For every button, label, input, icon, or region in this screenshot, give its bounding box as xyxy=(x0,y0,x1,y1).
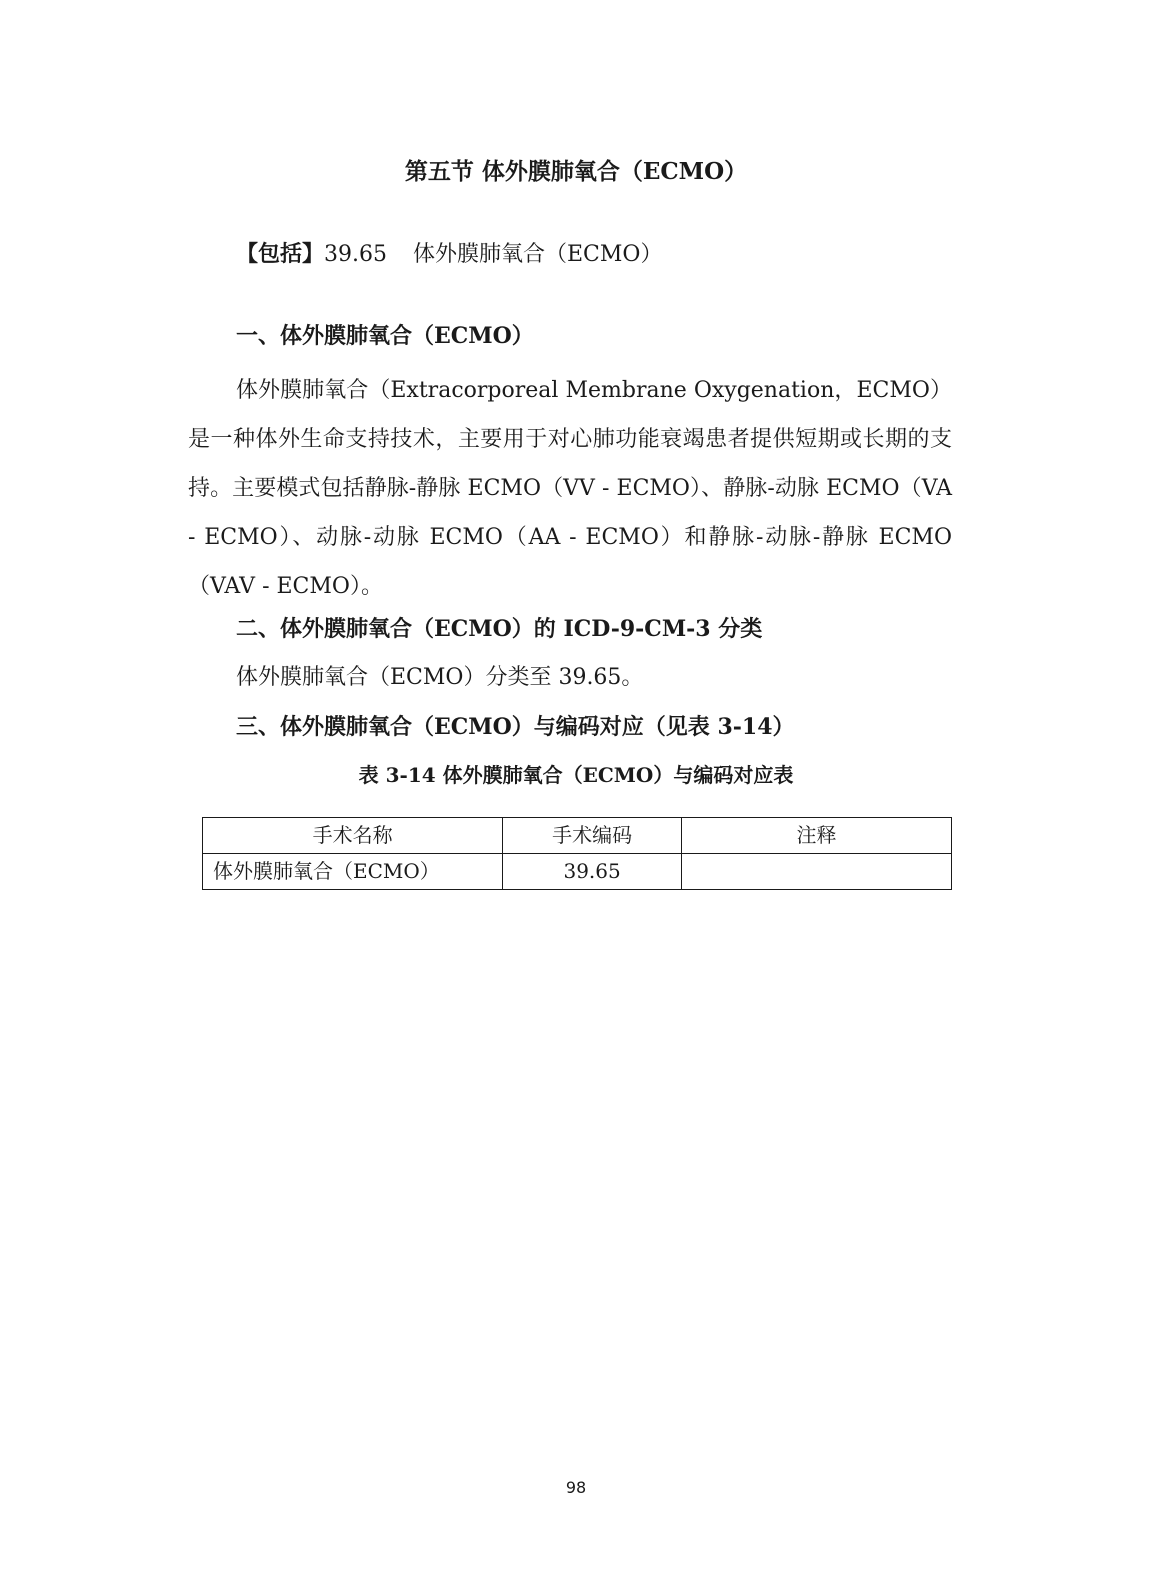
classification-text: 体外膜肺氧合（ECMO）分类至 39.65。 xyxy=(236,665,644,690)
heading-code-mapping: 三、体外膜肺氧合（ECMO）与编码对应（见表 3-14） xyxy=(236,714,795,740)
definition-paragraph: 体外膜肺氧合（Extracorporeal Membrane Oxygenation，ECMO）是一种体外生命支持技术，主要用于对心肺功能衰竭患者提供短期或长期的支持。主要模式包括静脉-静脉 ECMO（VV - ECMO）、静脉-动脉 ECMO（VA - ECMO）、动脉-动脉 ECMO（AA - ECMO）和静脉-动脉-静脉 ECMO（VAV - ECMO）。 xyxy=(188,378,952,599)
heading-classification: 二、体外膜肺氧合（ECMO）的 ICD-9-CM-3 分类 xyxy=(236,616,763,642)
include-label: 【包括】 xyxy=(236,241,325,267)
table-header-row xyxy=(203,818,952,854)
cell-procedure-code: 39.65 xyxy=(503,854,682,890)
header-procedure-code: 手术编码 xyxy=(503,818,682,854)
header-procedure-name: 手术名称 xyxy=(203,818,503,854)
cell-note xyxy=(681,854,951,890)
code-mapping-table xyxy=(202,817,952,890)
include-line xyxy=(236,236,662,273)
cell-procedure-name: 体外膜肺氧合（ECMO） xyxy=(203,854,503,890)
table-caption: 表 3-14 体外膜肺氧合（ECMO）与编码对应表 xyxy=(358,763,794,787)
section-title: 第五节 体外膜肺氧合（ECMO） xyxy=(404,158,748,185)
include-code: 39.65 xyxy=(324,242,387,267)
include-name: 体外膜肺氧合（ECMO） xyxy=(413,242,663,267)
table-row xyxy=(203,854,952,890)
heading-definition: 一、体外膜肺氧合（ECMO） xyxy=(236,323,534,349)
header-note: 注释 xyxy=(681,818,951,854)
page-number: 98 xyxy=(565,1478,587,1497)
